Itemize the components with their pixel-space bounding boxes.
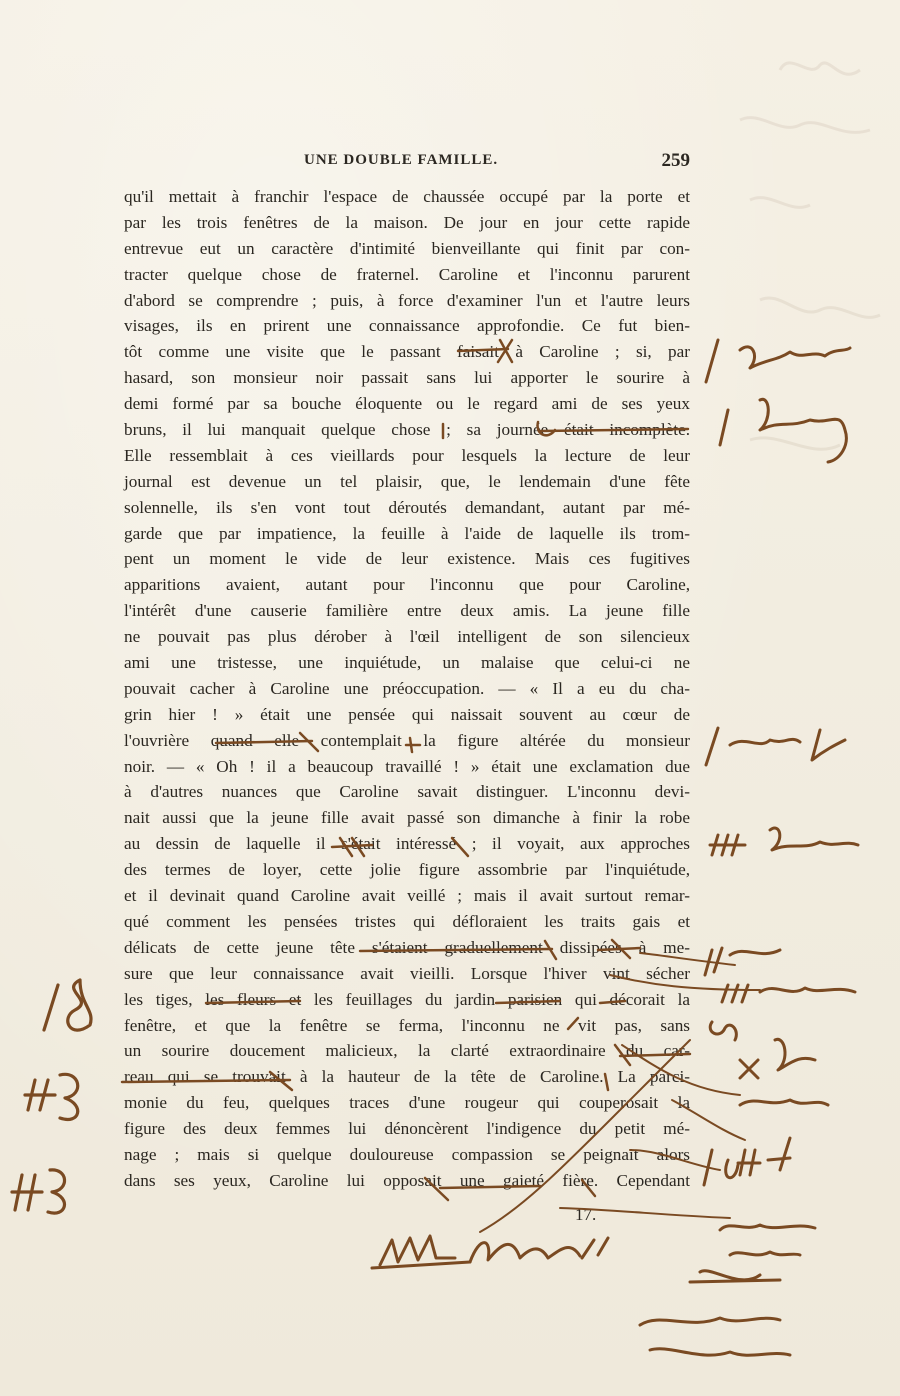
text-line: qué comment les pensées tristes qui défloraient les traits gais et xyxy=(124,911,690,931)
text-line: les tiges, les fleurs et les feuillages du jardin parisien qui décorait la xyxy=(124,989,690,1009)
text-line: solennelle, ils s'en vont tout déroutés demandant, autant par mé- xyxy=(124,497,690,517)
text-line: tôt comme une visite que le passant faisait à Caroline ; si, par xyxy=(124,342,690,362)
text-line: hasard, son monsieur noir passait sans lui apporter le sourire à xyxy=(124,368,690,388)
text-line: entrevue eut un caractère d'intimité bienveillante qui finit par con- xyxy=(124,238,690,258)
text-line: par les trois fenêtres de la maison. De jour en jour cette rapide xyxy=(124,212,690,232)
text-line: journal est devenue un tel plaisir, que, le lendemain d'une fête xyxy=(124,471,690,491)
text-line: tracter quelque chose de fraternel. Caroline et l'inconnu parurent xyxy=(124,264,690,284)
show-through-ink xyxy=(720,40,890,740)
text-line: nage ; mais si quelque douloureuse compassion se peignait alors xyxy=(124,1144,690,1164)
page-number: 259 xyxy=(661,150,690,171)
text-line: nait aussi que la jeune fille avait passé son dimanche à finir la robe xyxy=(124,808,690,828)
text-line: dans ses yeux, Caroline lui opposait une gaieté fière. Cependant xyxy=(124,1170,690,1190)
text-line: demi formé par sa bouche éloquente ou le regard ami de ses yeux xyxy=(124,394,690,414)
signature-mark: 17. xyxy=(575,1205,597,1224)
text-line: d'abord se comprendre ; puis, à force d'examiner l'un et l'autre leurs xyxy=(124,290,690,310)
text-line: garde que par impatience, la feuille à l'aide de laquelle ils trom- xyxy=(124,523,690,543)
text-line: et il devinait quand Caroline avait veillé ; mais il avait surtout remar- xyxy=(124,886,690,906)
text-line: monie du feu, quelques traces d'une rougeur qui couperosait la xyxy=(124,1093,690,1113)
text-line: apparitions avaient, autant pour l'inconnu que pour Caroline, xyxy=(124,575,690,595)
text-line: à d'autres nuances que Caroline savait distinguer. L'inconnu devi- xyxy=(124,782,690,802)
text-line: ne pouvait pas plus dérober à l'œil intelligent de son silencieux xyxy=(124,627,690,647)
text-line: figure des deux femmes lui dénoncèrent l'indigence du petit mé- xyxy=(124,1119,690,1139)
text-line: au dessin de laquelle il s'était intéressé ; il voyait, aux approches xyxy=(124,834,690,854)
text-line: visages, ils en prirent une connaissance approfondie. Ce fut bien- xyxy=(124,316,690,336)
text-line: bruns, il lui manquait quelque chose ; sa journée était incomplète. xyxy=(124,420,690,440)
text-line: Elle ressemblait à ces vieillards pour lesquels la lecture de leur xyxy=(124,445,690,465)
text-line: l'ouvrière quand elle contemplait la figure altérée du monsieur xyxy=(124,730,690,750)
text-line: des termes de loyer, cette jolie figure assombrie par l'inquiétude, xyxy=(124,860,690,880)
body-text xyxy=(124,184,690,1194)
text-line: l'intérêt d'une causerie familière entre deux amis. La jeune fille xyxy=(124,601,690,621)
text-line: pent un moment le vide de leur existence. Mais ces fugitives xyxy=(124,549,690,569)
text-line: qu'il mettait à franchir l'espace de chaussée occupé par la porte et xyxy=(124,187,690,206)
text-line: délicats de cette jeune tête s'étaient graduellement dissipées à me- xyxy=(124,937,690,957)
text-line: reau qui se trouvait à la hauteur de la tête de Caroline. La parci- xyxy=(124,1067,690,1087)
text-line: grin hier ! » était une pensée qui naissait souvent au cœur de xyxy=(124,704,690,724)
text-line: sure que leur connaissance avait vieilli. Lorsque l'hiver vint sécher xyxy=(124,963,690,983)
running-title: UNE DOUBLE FAMILLE. xyxy=(304,152,499,168)
text-line: ami une tristesse, une inquiétude, un malaise que celui-ci ne xyxy=(124,653,690,673)
page-header xyxy=(124,150,690,176)
text-line: fenêtre, et que la fenêtre se ferma, l'inconnu ne vit pas, sans xyxy=(124,1015,690,1035)
left-margin-notes xyxy=(12,980,91,1213)
bottom-scribble xyxy=(372,1236,608,1268)
text-line: un sourire doucement malicieux, la clarté extraordinaire du car- xyxy=(124,1041,690,1061)
text-line: pouvait cacher à Caroline une préoccupation. — « Il a eu du cha- xyxy=(124,678,690,698)
text-line: noir. — « Oh ! il a beaucoup travaillé ! » était une exclamation due xyxy=(124,756,690,776)
